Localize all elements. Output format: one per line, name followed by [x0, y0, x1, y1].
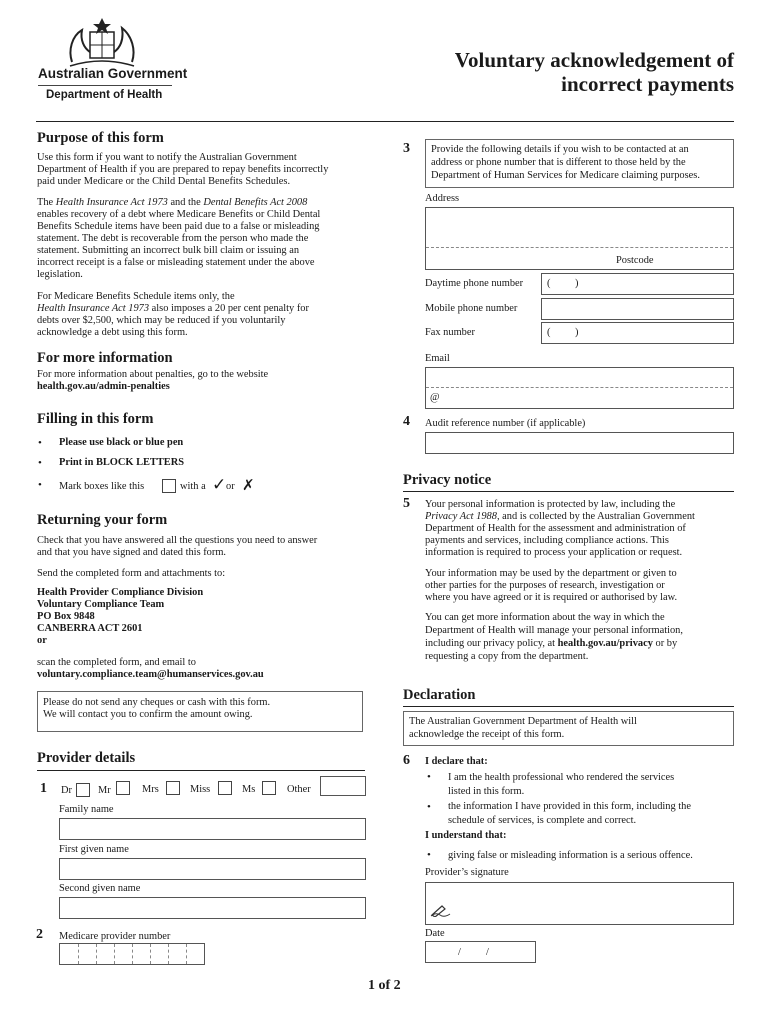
first-given-input[interactable] [59, 858, 366, 880]
notice-box [37, 691, 363, 732]
i-understand: I understand that: [425, 830, 507, 841]
fax-label: Fax number [425, 327, 475, 338]
address-or: or [37, 635, 47, 646]
question-number-2: 2 [36, 927, 43, 942]
title-other-label: Other [287, 784, 311, 795]
example-checkbox [162, 479, 176, 493]
notice-line-1: Please do not send any cheques or cash with this form. [43, 697, 271, 708]
page-number: 1 of 2 [368, 978, 401, 993]
address-input[interactable] [425, 207, 734, 270]
privacy-p1-l2: Privacy Act 1988, and is collected by the Australian Government [425, 511, 695, 522]
mobile-phone-label: Mobile phone number [425, 303, 518, 314]
family-name-label: Family name [59, 804, 114, 815]
audit-label: Audit reference number (if applicable) [425, 418, 586, 429]
returning-scan: scan the completed form, and email to [37, 657, 196, 668]
pen-icon [430, 903, 452, 917]
returning-email-link[interactable]: voluntary.compliance.team@humanservices.gov.au [37, 669, 264, 680]
bullet-icon: • [38, 457, 42, 469]
paren-open: ( [547, 327, 551, 338]
purpose-p2-l6: incorrect receipt is a false or misleading statement under the above [37, 257, 315, 268]
more-info-text: For more information about penalties, go to the website [37, 369, 269, 380]
bullet-icon: • [427, 801, 431, 813]
filling-bullet-3: Mark boxes like this [59, 481, 145, 492]
bullet-icon: • [427, 849, 431, 861]
privacy-p2-l1: Your information may be used by the department or given to [425, 568, 677, 579]
purpose-p2-l1: The Health Insurance Act 1973 and the Dental Benefits Act 2008 [37, 197, 308, 208]
purpose-p1-l1: Use this form if you want to notify the Australian Government [37, 152, 297, 163]
paren-open: ( [547, 278, 551, 289]
privacy-p1-l1: Your personal information is protected by law, including the [425, 499, 676, 510]
gov-name: Australian Government [38, 66, 188, 81]
returning-p2: Send the completed form and attachments to: [37, 568, 226, 579]
date-slash-1: / [458, 947, 461, 958]
privacy-rule [403, 491, 734, 492]
instruction-line-3: Department of Human Services for Medicare claiming purposes. [431, 170, 700, 181]
declare-1-l1: I am the health professional who rendered the services [448, 772, 675, 783]
returning-p1-l2: and that you have signed and dated this form. [37, 547, 227, 558]
filling-or: or [226, 481, 235, 492]
bullet-icon: • [38, 437, 42, 449]
daytime-phone-label: Daytime phone number [425, 278, 524, 289]
privacy-heading: Privacy notice [403, 472, 492, 488]
privacy-p3-l2: Department of Health will manage your personal information, [425, 625, 683, 636]
date-label: Date [425, 928, 445, 939]
purpose-p3-l1: For Medicare Benefits Schedule items only, the [37, 291, 235, 302]
coat-of-arms-logo [62, 12, 142, 70]
purpose-heading: Purpose of this form [37, 130, 164, 146]
question-number-4: 4 [403, 414, 410, 429]
address-line-3: PO Box 9848 [37, 611, 95, 622]
privacy-p2-l3: where you have agreed or it is required or authorised by law. [425, 592, 678, 603]
page-title-line2: incorrect payments [561, 72, 734, 96]
returning-p1-l1: Check that you have answered all the questions you need to answer [37, 535, 318, 546]
address-label: Address [425, 193, 460, 204]
privacy-p1-l5: information is required to process your application or request. [425, 547, 683, 558]
returning-heading: Returning your form [37, 512, 168, 528]
bullet-icon: • [38, 479, 42, 491]
medicare-number-input[interactable] [59, 943, 205, 965]
purpose-p2-l3: Benefits Schedule items have been paid due to a false or misleading [37, 221, 320, 232]
bullet-icon: • [427, 771, 431, 783]
title-ms-label: Ms [242, 784, 256, 795]
address-line-1: Health Provider Compliance Division [37, 587, 204, 598]
title-miss-checkbox[interactable] [218, 781, 232, 795]
paren-close: ) [575, 327, 579, 338]
privacy-p1-l4: payments and services, including compliance actions. This [425, 535, 669, 546]
signature-input[interactable] [425, 882, 734, 925]
question-number-5: 5 [403, 496, 410, 511]
understand-1: giving false or misleading information is a serious offence. [448, 850, 693, 861]
filling-heading: Filling in this form [37, 411, 154, 427]
privacy-p2-l2: other parties for the purposes of research, investigation or [425, 580, 665, 591]
instruction-line-1: Provide the following details if you wish to be contacted at an [431, 144, 689, 155]
header-divider [38, 85, 172, 86]
second-given-input[interactable] [59, 897, 366, 919]
declaration-box-l1: The Australian Government Department of Health will [409, 716, 637, 727]
at-icon: @ [430, 392, 440, 403]
title-other-input[interactable] [320, 776, 366, 796]
declare-2-l1: the information I have provided in this form, including the [448, 801, 691, 812]
title-dr-label: Dr [61, 785, 72, 796]
family-name-input[interactable] [59, 818, 366, 840]
second-given-label: Second given name [59, 883, 141, 894]
daytime-phone-input[interactable] [541, 273, 734, 295]
title-rule [36, 121, 734, 122]
postcode-label: Postcode [616, 255, 654, 266]
title-mr-checkbox[interactable] [116, 781, 130, 795]
question-number-3: 3 [403, 141, 410, 156]
mobile-phone-input[interactable] [541, 298, 734, 320]
instruction-line-2: address or phone number that is different to those held by the [431, 157, 686, 168]
purpose-p1-l2: Department of Health if you are prepared to repay benefits incorrectly [37, 164, 329, 175]
declaration-heading: Declaration [403, 687, 476, 703]
filling-with-a: with a [180, 481, 206, 492]
first-given-label: First given name [59, 844, 129, 855]
privacy-p3-l4: requesting a copy from the department. [425, 651, 589, 662]
title-miss-label: Miss [190, 784, 211, 795]
notice-line-2: We will contact you to confirm the amount owing. [43, 709, 253, 720]
declaration-box-l2: acknowledge the receipt of this form. [409, 729, 565, 740]
purpose-p3-l3: debts over $2,500, which may be reduced if you voluntarily [37, 315, 286, 326]
page-title-line1: Voluntary acknowledgement of [454, 48, 734, 72]
declare-2-l2: schedule of services, is complete and correct. [448, 815, 637, 826]
signature-label: Provider’s signature [425, 867, 509, 878]
title-mr-label: Mr [98, 785, 111, 796]
privacy-p1-l3: Department of Health for the assessment and administration of [425, 523, 686, 534]
purpose-p2-l4: statement. The debt is recoverable from the person who made the [37, 233, 309, 244]
privacy-p3-l1: You can get more information about the way in which the [425, 612, 665, 623]
more-info-link[interactable]: health.gov.au/admin-penalties [37, 381, 170, 392]
address-line-2: Voluntary Compliance Team [37, 599, 165, 610]
fax-input[interactable] [541, 322, 734, 344]
more-info-heading: For more information [37, 350, 173, 366]
provider-rule [37, 770, 365, 771]
audit-input[interactable] [425, 432, 734, 454]
declare-1-l2: listed in this form. [448, 786, 525, 797]
declaration-rule [403, 706, 734, 707]
date-slash-2: / [486, 947, 489, 958]
purpose-p1-l3: paid under Medicare or the Child Dental Benefits Schedules. [37, 176, 291, 187]
address-line-4: CANBERRA ACT 2601 [37, 623, 143, 634]
tick-icon: ✓ [212, 475, 227, 495]
declaration-box [403, 711, 734, 746]
purpose-p2-l2: enables recovery of a debt where Medicare Benefits or Child Dental [37, 209, 321, 220]
title-mrs-checkbox[interactable] [166, 781, 180, 795]
provider-heading: Provider details [37, 750, 136, 766]
medicare-number-label: Medicare provider number [59, 931, 171, 942]
contact-instruction-box [425, 139, 734, 188]
privacy-p3-l3: including our privacy policy, at health.gov.au/privacy or by [425, 638, 678, 649]
purpose-p2-l5: statement. Submitting an incorrect bulk bill claim or issuing an [37, 245, 300, 256]
title-ms-checkbox[interactable] [262, 781, 276, 795]
purpose-p2-l7: legislation. [37, 269, 83, 280]
purpose-p3-l4: acknowledge a debt using this form. [37, 327, 188, 338]
email-input[interactable] [425, 367, 734, 409]
purpose-p3-l2: Health Insurance Act 1973 also imposes a 20 per cent penalty for [37, 303, 309, 314]
filling-bullet-1: Please use black or blue pen [59, 437, 184, 448]
question-number-6: 6 [403, 753, 410, 768]
privacy-link[interactable]: health.gov.au/privacy [557, 638, 653, 649]
title-mrs-label: Mrs [142, 784, 159, 795]
date-input[interactable] [425, 941, 536, 963]
dept-name: Department of Health [46, 89, 163, 101]
email-label: Email [425, 353, 450, 364]
filling-bullet-2: Print in BLOCK LETTERS [59, 457, 185, 468]
paren-close: ) [575, 278, 579, 289]
i-declare: I declare that: [425, 756, 488, 767]
cross-icon: ✗ [242, 476, 255, 494]
title-dr-checkbox[interactable] [76, 783, 90, 797]
question-number-1: 1 [40, 781, 47, 796]
